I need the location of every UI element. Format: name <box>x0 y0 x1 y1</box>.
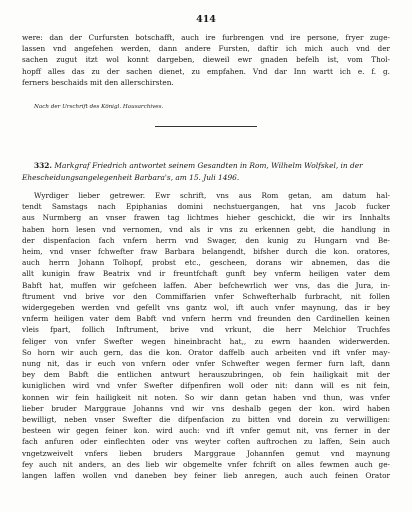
heading-title-line: Ehescheidungsangelegenheit Barbara's, am 15. Juli 1496. <box>22 172 240 182</box>
text-line: lassen vnd angefehen werden, dann andere Fursten, daftir ich mich auch vnd der <box>22 44 390 54</box>
text-line: ftrument vnd brive vor den Commiffarien vnfer Schwefterhalb furbracht, nit follen <box>22 291 390 301</box>
text-line: Babft hat, muffen wir gefcheen laffen. Aber befchewrlich wer vns, das die Jura, in- <box>22 280 390 290</box>
text-line: langen laffen wollen vnd daneben bey feiner lieb anregen, auch auch feinen Orator <box>22 471 390 481</box>
document-number: 332. <box>34 161 53 170</box>
text-line: vngetzweivelt vnfers lieben bruders Marggraue Johannfen gemut vnd maynung <box>22 448 390 458</box>
text-line: lieber bruder Marggraue Johanns vnd wir vns deshalb gegen der kon. wird haben <box>22 403 390 413</box>
heading-line <box>22 160 390 172</box>
text-line: tendt Samstags nach Epiphanias domini nechstuergangen, hat vns Jacob fucker <box>22 202 390 212</box>
text-line: bewilligt, neben vnser Swefter die difpenfacion zu bitten vnd dorein zu verwilligen: <box>22 415 390 425</box>
text-line: hopff alles das zu der sachen dienet, zu empfahen. Vnd dar Inn wartt ich e. f. g. <box>22 66 390 76</box>
text-line: der dispenfacion fach vnfern herrn vnd Swager, den kunig zu Hungarn vnd Be- <box>22 235 390 245</box>
text-line: aus Nurmberg an vnser frawen tag lichtmes hieher geschickt, die wir irs Innhalts <box>22 213 390 223</box>
text-line: konnen wir fein hailigkeit nit noten. So wir dann getan haben vnd thun, was vnfer <box>22 392 390 402</box>
text-line: besteen wir gegen feiner kon. wird auch: vnd ift vnfer gemut nit, vns ferner in der <box>22 426 390 436</box>
section-divider <box>155 126 257 127</box>
text-line: vnferm heiligen vater dem Babft vnd vnfern herrn vnd freunden den Cardinellen keinen <box>22 314 390 324</box>
page-number: 414 <box>196 14 216 25</box>
text-line: bey dem Babft die entlichen antwurt herauszubringen, ob fein hailigkait mit der <box>22 370 390 380</box>
text-line: feliger von vnfer Swefter wegen hineinbracht hat,, zu ewrn haanden widerwerden. <box>22 336 390 346</box>
text-line: allt kunigin fraw Beatrix vnd ir freuntfchaft gunft bey vnferm heiligen vater dem <box>22 269 390 279</box>
heading-title-line: Markgraf Friedrich antwortet seinem Gesandten in Rom, Wilhelm Wolfskel, in der <box>54 161 363 170</box>
letter-body <box>22 190 390 481</box>
text-line: widergegeben werden vnd gefellt vns gantz wol, ift auch vnfer maynung, das ir bey <box>22 303 390 313</box>
text-line: kuniglichen wird vnd vnfer Swefter difpenfiren woll oder nit: dann will es nit fein, <box>22 381 390 391</box>
source-note: Nach der Urschrift des Königl. Hausarchives. <box>34 104 164 110</box>
text-line: sachen zugut itzt wol konnt dargeben, dieweil ewr gnaden befelh ist, vom Thol- <box>22 55 390 65</box>
text-line: were: dan der Curfursten botschafft, auch ire furbrengen vnd ire persone, fryer zuge- <box>22 33 390 42</box>
text-line: haben horn lesen vnd vernomen, vnd als ir vns zu erkennen gebt, die handlung in <box>22 224 390 234</box>
text-line: nung nit, das ir euch von vnfern oder vnfer Schwefter wegen fermer furn laft, dann <box>22 359 390 369</box>
text-line: So horn wir auch gern, das die kon. Orator daffelb auch arbeiten vnd ift vnfer may- <box>22 347 390 357</box>
text-line: heim, vnd vnser fchwefter fraw Barbara belangendt, bifsher durch die kon. oratores, <box>22 247 390 257</box>
continued-letter-text <box>22 32 390 88</box>
text-line: fach anfuren oder einflechten oder vns weyter coften auftrochen zu laffen, Sein auch <box>22 437 390 447</box>
text-line: vleis fpart, follich Inftrument, brive vnd vrkunt, die herr Melchior Truchfes <box>22 325 390 335</box>
document-heading <box>22 160 390 183</box>
text-line: Wyrdiger lieber getrewer. Ewr schrift, vns aus Rom getan, am datum hal- <box>34 191 390 200</box>
text-line: fey auch nit anders, an des lieb wir obgemelte vnfer fchrift on alles fewmen auch ge- <box>22 459 390 469</box>
text-line: ferners beschaids mit den allerschirsten. <box>22 77 174 87</box>
text-line: auch herrn Johann Tolhopf, probst etc., gescheen, dorans wir abnemen, das die <box>22 258 390 268</box>
